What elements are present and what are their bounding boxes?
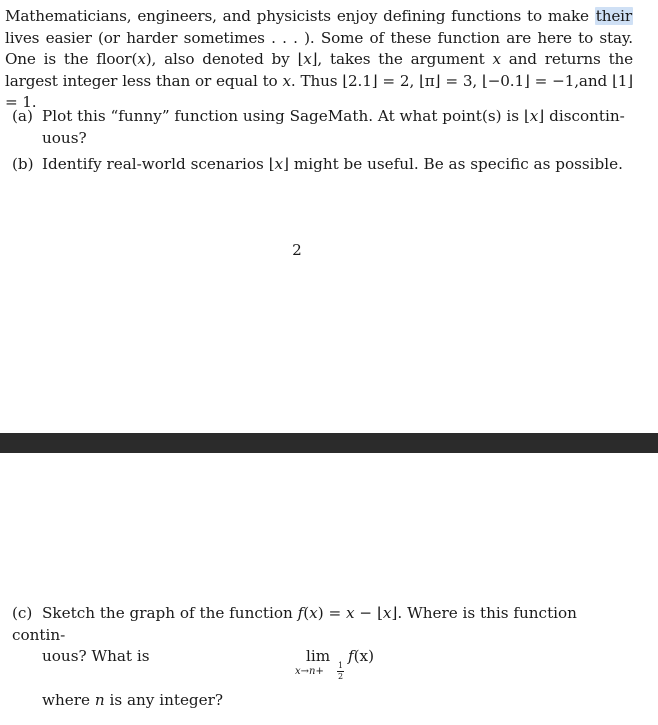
question-c-text: ⌋. Where is this function contin- [12,604,577,644]
page-number: 2 [292,241,302,259]
intro-text: and returns the largest integer less than or equal to [5,50,634,90]
question-a-label: (a) [12,107,33,125]
page-divider [0,433,658,453]
where-clause [42,690,223,712]
limit-operator: lim [306,647,331,665]
intro-text: Mathematicians, engineers, and physicists enjoy defining functions to make [5,7,595,25]
question-a-text: ⌋ discontin- [538,107,625,125]
intro-text: . Thus ⌊2.1⌋ = 2, ⌊π⌋ = 3, ⌊−0.1⌋ = −1,and ⌊1⌋ = 1. [5,71,634,111]
question-b [12,154,632,176]
question-c-text: − ⌊ [354,604,383,622]
limit-function [348,647,374,665]
math-var: f [297,604,304,622]
math-var: x [492,50,501,68]
limit-subscript: x→n+ [295,666,324,677]
question-c-text: ) = [317,604,347,622]
limit-fraction [337,662,344,681]
question-b-text: Identify real-world scenarios ⌊ [42,155,275,173]
math-var: x [382,604,392,622]
question-b-label: (b) [12,155,34,173]
math-args: (x) [353,647,375,665]
math-var: n [94,691,105,709]
math-var: f [348,647,354,665]
question-c-text: Sketch the graph of the function [42,604,298,622]
question-c-text: ( [303,604,310,622]
math-var: x [303,50,312,68]
where-text: is any integer? [104,691,224,709]
fraction-numerator: 1 [337,661,344,670]
intro-text: lives easier (or harder sometimes . . . ). Some of these function are here to stay. One is the floor( [5,28,633,68]
math-var: x [282,71,291,90]
intro-text: ), also denoted by ⌊ [145,50,304,68]
question-b-text: ⌋ might be useful. Be as specific as possible. [283,155,623,173]
fraction-denominator: 2 [337,672,344,681]
intro-text: ⌋, takes the argument [311,50,493,68]
limit-expression [293,647,413,691]
question-c-label: (c) [12,604,33,622]
question-c-text-cont: uous? What is [42,647,150,665]
math-var: x [529,107,539,125]
question-a [12,106,632,149]
math-var: x [346,604,355,622]
question-a-text-cont: uous? [42,128,87,147]
math-var: x [137,50,146,68]
math-var: x [274,155,284,173]
where-text: where [42,691,95,709]
question-a-text: Plot this “funny” function using SageMath. At what point(s) is ⌊ [42,107,530,125]
math-var: x [309,604,318,622]
intro-paragraph [5,6,633,114]
text-selection-highlight[interactable]: their [595,7,632,25]
